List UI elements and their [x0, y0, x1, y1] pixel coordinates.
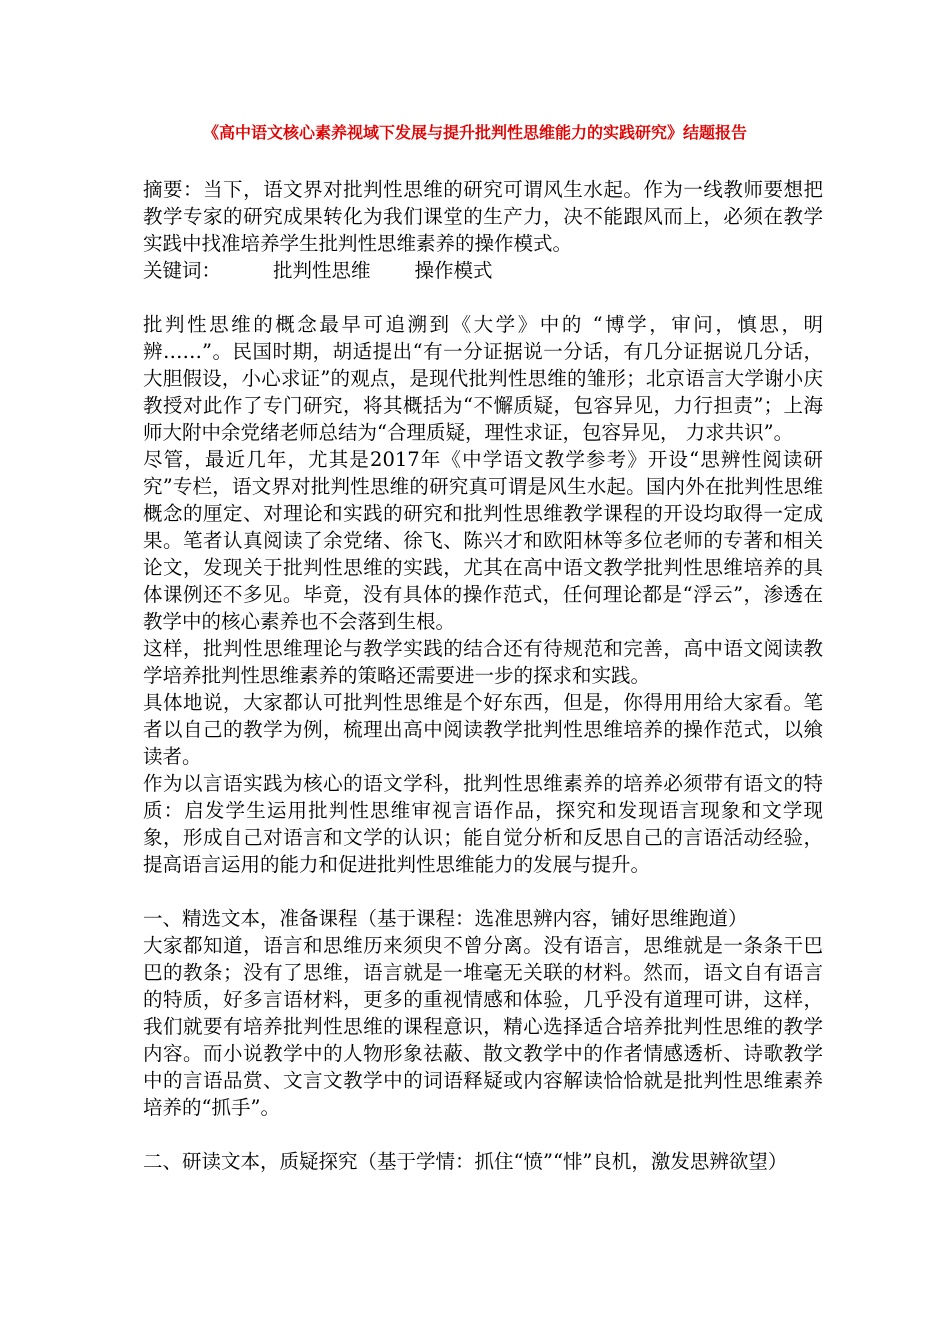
- body-paragraph: 作为以言语实践为核心的语文学科，批判性思维素养的培养必须带有语文的特质：启发学生运用批判性思维审视言语作品，探究和发现语言现象和文学现象，形成自己对语言和文学的认识；能自觉分析和反思自己的言语活动经验，提高语言运用的能力和促进批判性思维能力的发展与提升。: [143, 772, 823, 876]
- blank-line: [143, 284, 823, 311]
- blank-line: [143, 878, 823, 905]
- document-body: [143, 176, 823, 1175]
- blank-line: [143, 1121, 823, 1148]
- body-paragraph: 具体地说，大家都认可批判性思维是个好东西，但是，你得用用给大家看。笔者以自己的教学为例，梳理出高中阅读教学批判性思维培养的操作范式，以飨读者。: [143, 691, 823, 768]
- section-heading: 二、研读文本，质疑探究（基于学情：抓住“愤”“悱”良机，激发思辨欲望）: [143, 1150, 788, 1173]
- abstract-paragraph: 摘要：当下，语文界对批判性思维的研究可谓风生水起。作为一线教师要想把教学专家的研究成果转化为我们课堂的生产力，决不能跟风而上，必须在教学实践中找准培养学生批判性思维素养的操作模式。: [143, 178, 823, 255]
- keywords-row: [143, 257, 823, 284]
- body-paragraph: 尽管，最近几年，尤其是2017年《中学语文教学参考》开设“思辨性阅读研究”专栏，语文界对批判性思维的研究真可谓是风生水起。国内外在批判性思维概念的厘定、对理论和实践的研究和批判性思维教学课程的开设均取得一定成果。笔者认真阅读了余党绪、徐飞、陈兴才和欧阳林等多位老师的专著和相关论文，发现关于批判性思维的实践，尤其在高中语文教学批判性思维培养的具体课例还不多见。毕竟，没有具体的操作范式，任何理论都是“浮云”，渗透在教学中的核心素养也不会落到生根。: [143, 448, 823, 633]
- keyword-item: 批判性思维: [273, 259, 371, 282]
- body-paragraph: 批判性思维的概念最早可追溯到《大学》中的 “博学，审问，慎思，明辨……”。民国时期，胡适提出“有一分证据说一分话，有几分证据说几分话，大胆假设，小心求证”的观点，是现代批判性思维的雏形；北京语言大学谢小庆教授对此作了专门研究，将其概括为“不懈质疑，包容异见，力行担责”；上海师大附中余党绪老师总结为“合理质疑，理性求证，包容异见， 力求共识”。: [143, 313, 823, 444]
- keywords-label: 关键词：: [143, 259, 222, 282]
- body-paragraph: 这样，批判性思维理论与教学实践的结合还有待规范和完善，高中语文阅读教学培养批判性思维素养的策略还需要进一步的探求和实践。: [143, 637, 823, 687]
- section-heading: 一、精选文本，准备课程（基于课程：选准思辨内容，铺好思维跑道）: [143, 907, 748, 930]
- keyword-item: 操作模式: [414, 259, 493, 282]
- report-title: 《高中语文核心素养视域下发展与提升批判性思维能力的实践研究》结题报告: [202, 123, 747, 142]
- body-paragraph: 大家都知道，语言和思维历来须臾不曾分离。没有语言，思维就是一条条干巴巴的教条；没有了思维，语言就是一堆毫无关联的材料。然而，语文自有语言的特质，好多言语材料，更多的重视情感和体验，几乎没有道理可讲，这样，我们就要有培养批判性思维的课程意识，精心选择适合培养批判性思维的教学内容。而小说教学中的人物形象祛蔽、散文教学中的作者情感透析、诗歌教学中的言语品赏、文言文教学中的词语释疑或内容解读恰恰就是批判性思维素养培养的“抓手”。: [143, 934, 823, 1119]
